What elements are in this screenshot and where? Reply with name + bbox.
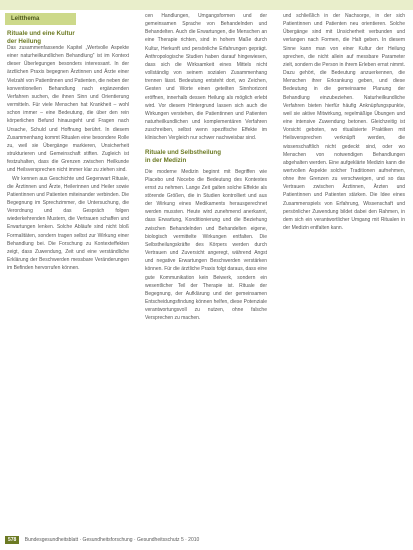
left-paragraph: Das zusammenfassende Kapitel „Wertvolle Aspekte einer naturheilkundlichen Behandlung“ ist im Kontext dieser Überlegungen besonders interessant. In der ärztlichen Praxis begegnen Ärztinnen und Ärzte einer Vielzahl von Patientinnen und Patienten, die neben der konventionellen Behandlung nach ergänzenden Verfahren suchen, die ihnen Sinn und Orientierung vermitteln. Für viele Menschen hat Krankheit – wohl schon immer – eine Bedeutung, die über den rein körperlichen Befund hinausgeht und Fragen nach Ursache, Schuld und Hoffnung berührt. In diesem Zusammenhang kommt Ritualen eine besondere Rolle zu, weil sie Übergänge markieren, Unsicherheit strukturieren und Gemeinschaft stiften. Zugleich ist festzuhalten, dass die Grenzen zwischen Heilkunde und Heilsversprechen nicht immer klar zu ziehen sind. (7, 45, 129, 174)
section-tag: Leitthema (5, 13, 76, 25)
middle-column (145, 12, 267, 520)
page-footer (5, 536, 408, 544)
left-paragraph: Wir kennen aus Geschichte und Gegenwart Rituale, die Ärztinnen und Ärzte, Heilerinnen und Heiler sowie Patientinnen und Patienten miteinander verbinden. Die Begegnung im Sprechzimmer, die Untersuchung, die Verordnung und das Gespräch folgen wiederkehrenden Mustern, die Vertrauen schaffen und Erwartungen lenken. Solche Abläufe sind nicht bloß Formalitäten, sondern tragen selbst zur Wirkung einer Behandlung bei. Die Forschung zu Kontexteffekten zeigt, dass Zuwendung, Zeit und eine verständliche Erklärung der Beschwerden messbare Veränderungen im Befinden hervorrufen können. (7, 175, 129, 272)
left-heading-line2: der Heilung (7, 38, 42, 45)
right-column (283, 12, 405, 520)
right-paragraph: und schließlich in der Nachsorge, in der sich Patientinnen und Patienten neu orientieren. Solche Übergänge sind mit Unsicherheit verbunden und verlangen nach Formen, die Halt geben. In diesem Sinne kann man von einer Kultur der Heilung sprechen, die nicht allein auf messbare Parameter zielt, sondern die Person in ihrem Erleben ernst nimmt. Dazu gehört, die Bedeutung anzuerkennen, die Menschen ihrer Erkrankung geben, und diese Bedeutung in die gemeinsame Planung der Behandlung einzubeziehen. Naturheilkundliche Verfahren bieten hierfür häufig Anknüpfungspunkte, weil sie aktive Mitwirkung, regelmäßige Übungen und eine intensive Zuwendung betonen. Gleichzeitig ist Vorsicht geboten, wo ritualisierte Praktiken mit Heilsversprechen verknüpft werden, die wissenschaftlich nicht gedeckt sind, oder wo Menschen von notwendigen Behandlungen abgehalten werden. Eine aufgeklärte Medizin kann die wertvollen Aspekte solcher Traditionen aufnehmen, ohne ihre Grenzen zu verschweigen, und so das Vertrauen zwischen Ärztinnen, Ärzten und Patientinnen und Patienten stärken. Die Idee eines Zusammenspiels von Erfahrung, Wissenschaft und persönlicher Zuwendung bildet dabei den Rahmen, in dem sich ein verantwortlicher Umgang mit Ritualen in der Medizin entfalten kann. (283, 13, 405, 232)
left-heading-line1: Rituale und eine Kultur (7, 30, 75, 37)
middle-paragraph: Die moderne Medizin beginnt mit Begriffen wie Placebo und Nocebo die Bedeutung des Kontextes ernst zu nehmen. Lange Zeit galten solche Effekte als störende Größen, die in Studien kontrolliert und aus der Wirkung eines Medikaments herausgerechnet werden mussten. Heute wird zunehmend anerkannt, dass Erwartung, Konditionierung und die Beziehung zwischen Behandelnden und Behandelten eigene, biologisch vermittelte Wirkungen entfalten. Die Selbstheilungskräfte des Körpers werden durch Vertrauen und Zuversicht angeregt, während Angst und negative Erwartungen Beschwerden verstärken können. Für die ärztliche Praxis folgt daraus, dass eine gute Kommunikation kein Beiwerk, sondern ein wesentlicher Teil der Therapie ist. Rituale der Begegnung, der Aufklärung und der gemeinsamen Entscheidungsfindung können helfen, diese Potenziale verantwortungsvoll zu nutzen, ohne falsche Versprechen zu machen. (145, 168, 267, 322)
middle-heading-line2: in der Medizin (145, 156, 187, 164)
middle-heading (145, 149, 267, 165)
header-bar (0, 0, 413, 10)
middle-heading-line1: Rituale und Selbstheilung (145, 148, 221, 156)
running-title: Bundesgesundheitsblatt · Gesundheitsforschung · Gesundheitsschutz 5 · 2010 (24, 537, 200, 543)
middle-paragraph: cen Handlungen, Umgangsformen und der gemeinsamen Sprache von Behandelnden und Behandelten. Auch die Erwartungen, die Menschen an eine Therapie richten, sind in hohem Maße durch Kultur, Herkunft und persönliche Erfahrungen geprägt. Anthropologische Studien haben darauf hingewiesen, dass sich die Wirksamkeit eines Mittels nicht vollständig von seinem sozialen Zusammenhang trennen lässt. Bedeutung entsteht dort, wo Zeichen, Gesten und Worte einen geteilten Sinnhorizont eröffnen, innerhalb dessen Heilung als möglich erlebt wird. Vor diesem Hintergrund lassen sich auch die Wirkungen verstehen, die Patientinnen und Patienten naturheilkundlichen und komplementären Verfahren zuschreiben, selbst wenn spezifische Effekte im klinischen Vergleich nur schwer nachweisbar sind. (145, 13, 267, 142)
page-number: 578 (5, 536, 19, 544)
left-column (7, 44, 129, 520)
